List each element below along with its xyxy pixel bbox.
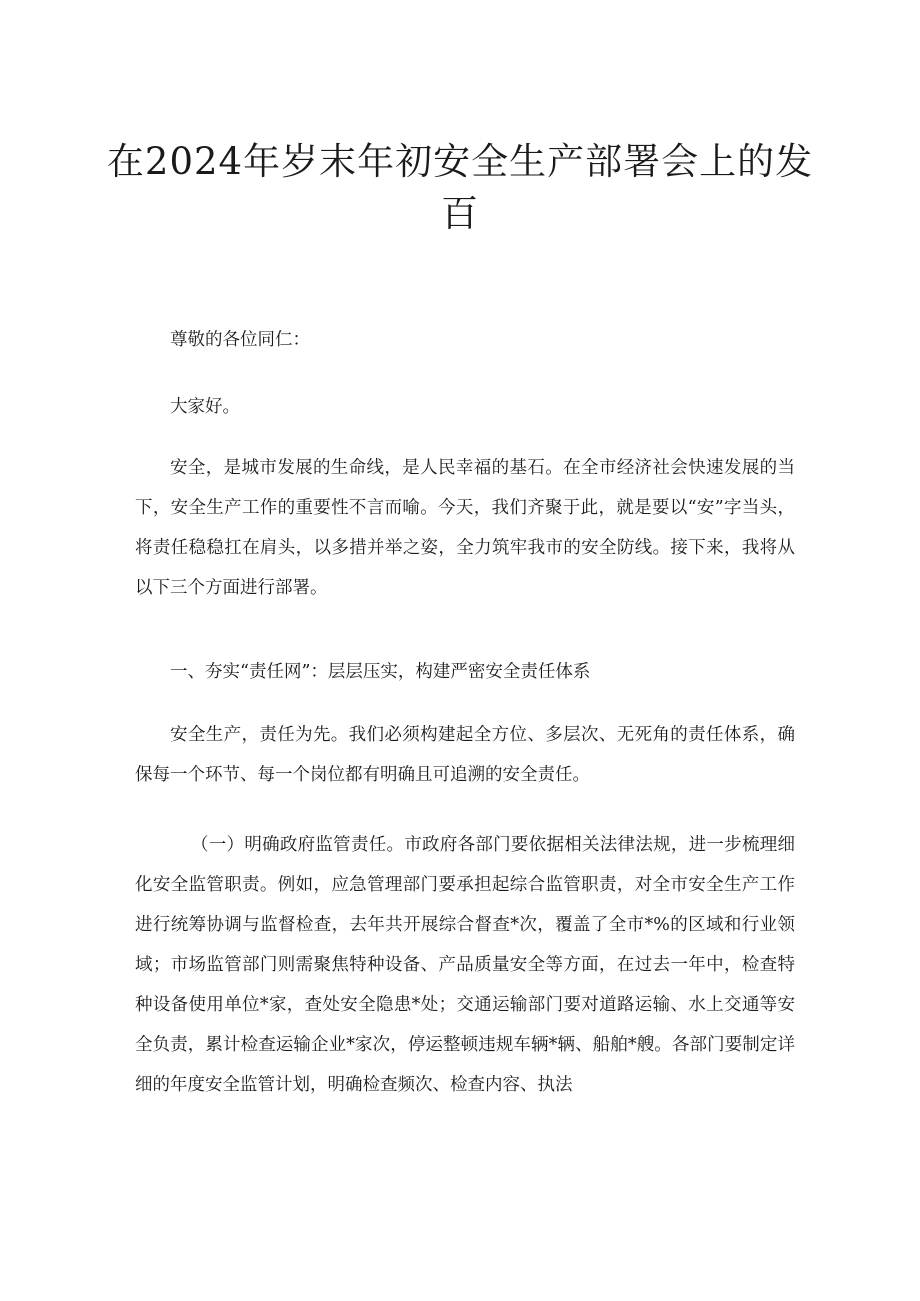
section-heading-1: 一、夯实“责任网”：层层压实，构建严密安全责任体系 — [170, 662, 591, 682]
subsection-1-paragraph: （一）明确政府监管责任。市政府各部门要依据相关法律法规，进一步梳理细化安全监管职责。例如，应急管理部门要承担起综合监管职责，对全市安全生产工作进行统筹协调与监督检查，去年共开展综合督查*次，覆盖了全市*%的区域和行业领域；市场监管部门则需聚焦特种设备、产品质量安全等方面，在过去一年中，检查特种设备使用单位*家，查处安全隐患*处；交通运输部门要对道路运输、水上交通等安全负责，累计检查运输企业*家次，停运整顿违规车辆*辆、船舶*艘。各部门要制定详细的年度安全监管计划，明确检查频次、检查内容、执法 — [135, 835, 795, 1095]
hello-line: 大家好。 — [170, 397, 240, 417]
greeting: 尊敬的各位同仁： — [170, 330, 310, 350]
section-1-paragraph: 安全生产，责任为先。我们必须构建起全方位、多层次、无死角的责任体系，确保每一个环节、每一个岗位都有明确且可追溯的安全责任。 — [135, 725, 795, 785]
intro-paragraph: 安全，是城市发展的生命线，是人民幸福的基石。在全市经济社会快速发展的当下，安全生产工作的重要性不言而喻。今天，我们齐聚于此，就是要以“安”字当头，将责任稳稳扛在肩头，以多措并举之姿，全力筑牢我市的安全防线。接下来，我将从以下三个方面进行部署。 — [135, 458, 795, 598]
document-title: 在2024年岁末年初安全生产部署会上的发百 — [106, 140, 814, 235]
